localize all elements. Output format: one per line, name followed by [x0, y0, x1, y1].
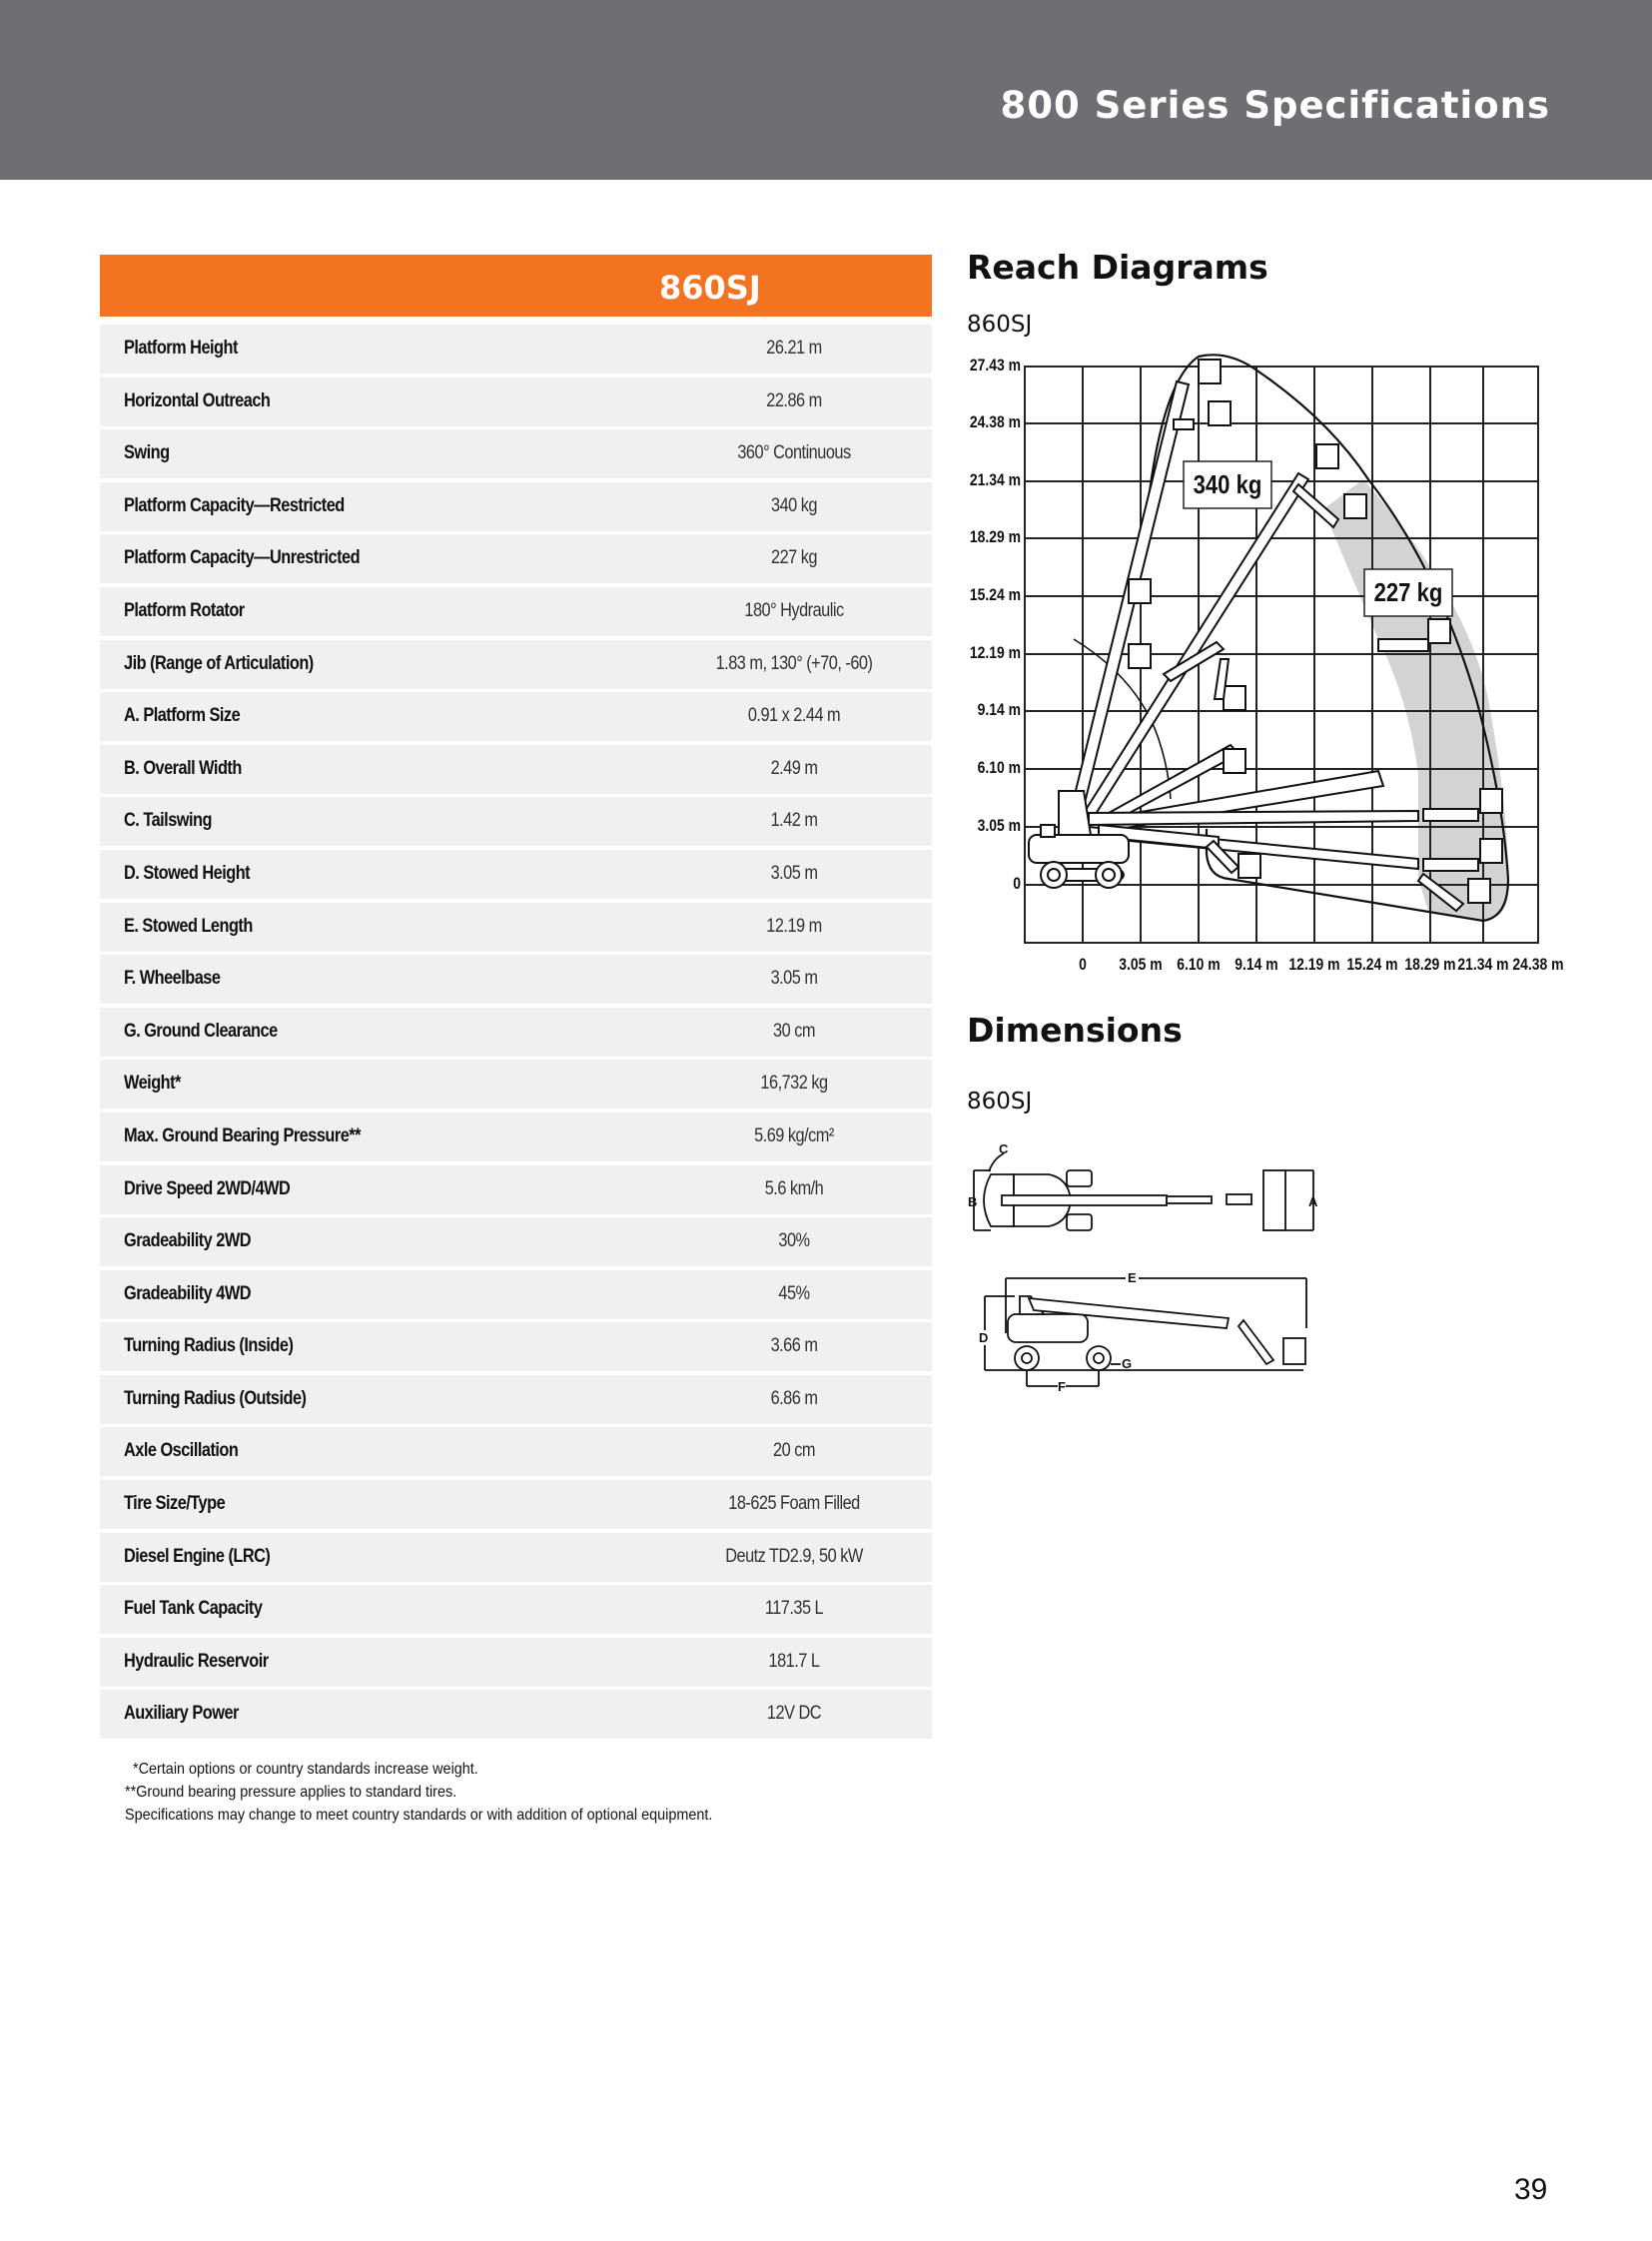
footnote: *Certain options or country standards increase weight. — [125, 1761, 478, 1778]
spec-value: Deutz TD2.9, 50 kW — [725, 1545, 863, 1567]
spec-value: 1.83 m, 130° (+70, -60) — [715, 652, 873, 674]
spec-label: Turning Radius (Inside) — [124, 1335, 294, 1357]
spec-label: Turning Radius (Outside) — [124, 1387, 307, 1409]
x-axis-tick-label: 15.24 m — [1346, 955, 1398, 974]
spec-label: Hydraulic Reservoir — [124, 1650, 269, 1672]
y-axis-tick-label: 21.34 m — [969, 470, 1021, 489]
restricted-capacity-label: 340 kg — [1193, 469, 1262, 499]
spec-value: 26.21 m — [766, 338, 822, 359]
dim-letter-g: G — [1122, 1356, 1133, 1371]
x-axis-tick-label: 21.34 m — [1457, 955, 1509, 974]
dim-letter-f: F — [1058, 1379, 1066, 1394]
y-axis-tick-label: 12.19 m — [969, 643, 1021, 662]
spec-label: D. Stowed Height — [124, 862, 251, 884]
side-view — [985, 1278, 1306, 1386]
spec-value: 180° Hydraulic — [744, 599, 844, 621]
spec-value: 3.05 m — [770, 862, 818, 884]
spec-value: 0.91 x 2.44 m — [747, 705, 841, 727]
spec-value: 16,732 kg — [760, 1073, 828, 1095]
footnote: **Ground bearing pressure applies to standard tires. — [125, 1784, 457, 1801]
spec-label: Swing — [124, 442, 170, 464]
spec-label: Tire Size/Type — [124, 1493, 226, 1515]
spec-row — [100, 1638, 932, 1687]
spec-value: 30% — [778, 1230, 810, 1252]
page-title: 800 Series Specifications — [1000, 84, 1550, 127]
spec-label: Max. Ground Bearing Pressure** — [124, 1124, 361, 1146]
spec-label: F. Wheelbase — [124, 968, 221, 990]
top-view — [974, 1153, 1313, 1230]
spec-value: 1.42 m — [770, 810, 818, 832]
spec-label: Platform Rotator — [124, 599, 245, 621]
x-axis-tick-label: 0 — [1079, 955, 1087, 974]
spec-value: 5.6 km/h — [764, 1177, 824, 1199]
spec-label: G. Ground Clearance — [124, 1020, 278, 1042]
spec-label: C. Tailswing — [124, 810, 212, 832]
y-axis-tick-label: 24.38 m — [969, 412, 1021, 431]
dim-letter-e: E — [1128, 1270, 1137, 1285]
y-axis-tick-label: 0 — [1013, 874, 1021, 893]
spec-value: 12V DC — [766, 1703, 822, 1725]
spec-value: 45% — [778, 1282, 810, 1304]
spec-value: 360° Continuous — [737, 442, 851, 464]
x-axis-tick-label: 3.05 m — [1119, 955, 1163, 974]
spec-value: 30 cm — [773, 1020, 815, 1042]
spec-row — [100, 1480, 932, 1529]
spec-label: Jib (Range of Articulation) — [124, 652, 314, 674]
y-axis-tick-label: 18.29 m — [969, 527, 1021, 546]
spec-row — [100, 1533, 932, 1582]
spec-label: Gradeability 2WD — [124, 1230, 252, 1252]
spec-value: 227 kg — [771, 547, 817, 569]
dimensions-heading: Dimensions — [967, 1011, 1183, 1050]
spec-label: Diesel Engine (LRC) — [124, 1545, 271, 1567]
dim-letter-d: D — [979, 1330, 989, 1345]
spec-label: Drive Speed 2WD/4WD — [124, 1177, 291, 1199]
footnote: Specifications may change to meet country standards or with addition of optional equipment. — [125, 1807, 713, 1824]
spec-value: 181.7 L — [768, 1650, 820, 1672]
spec-value: 12.19 m — [766, 915, 822, 937]
spec-value: 117.35 L — [764, 1598, 824, 1620]
x-axis-tick-label: 24.38 m — [1512, 955, 1564, 974]
spec-label: Auxiliary Power — [124, 1703, 239, 1725]
x-axis-tick-label: 9.14 m — [1235, 955, 1278, 974]
y-axis-tick-label: 6.10 m — [977, 758, 1021, 777]
y-axis-tick-label: 9.14 m — [977, 700, 1021, 719]
spec-value: 6.86 m — [770, 1387, 818, 1409]
spec-label: Platform Capacity—Restricted — [124, 494, 345, 516]
spec-row — [100, 1690, 932, 1739]
model-column-header: 860SJ — [659, 269, 761, 307]
x-axis-tick-label: 18.29 m — [1404, 955, 1456, 974]
spec-label: B. Overall Width — [124, 757, 242, 779]
spec-label: E. Stowed Length — [124, 915, 253, 937]
y-axis-tick-label: 3.05 m — [977, 816, 1021, 835]
footnotes — [125, 1758, 712, 1827]
reach-diagrams-heading: Reach Diagrams — [967, 248, 1268, 287]
spec-label: Fuel Tank Capacity — [124, 1598, 263, 1620]
spec-value: 5.69 kg/cm² — [754, 1124, 834, 1146]
spec-value: 22.86 m — [766, 389, 822, 411]
y-axis-tick-label: 27.43 m — [969, 356, 1021, 374]
spec-value: 20 cm — [773, 1440, 815, 1462]
dim-letter-b: B — [968, 1194, 978, 1209]
dim-letter-a: A — [1308, 1194, 1318, 1209]
spec-label: Platform Height — [124, 338, 238, 359]
spec-label: A. Platform Size — [124, 705, 241, 727]
spec-value: 3.66 m — [770, 1335, 818, 1357]
x-axis-tick-label: 6.10 m — [1177, 955, 1221, 974]
spec-label: Axle Oscillation — [124, 1440, 239, 1462]
spec-value: 2.49 m — [770, 757, 818, 779]
spec-label: Horizontal Outreach — [124, 389, 271, 411]
x-axis-tick-label: 12.19 m — [1288, 955, 1340, 974]
page-number: 39 — [1514, 2173, 1548, 2206]
dimensions-model-label: 860SJ — [967, 1089, 1033, 1115]
reach-model-label: 860SJ — [967, 312, 1033, 338]
spec-value: 340 kg — [771, 494, 817, 516]
spec-label: Platform Capacity—Unrestricted — [124, 547, 361, 569]
spec-row — [100, 1585, 932, 1634]
unrestricted-capacity-label: 227 kg — [1373, 577, 1443, 607]
spec-row — [100, 1427, 932, 1476]
dim-letter-c: C — [999, 1141, 1009, 1156]
spec-value: 18-625 Foam Filled — [728, 1493, 860, 1515]
spec-label: Weight* — [124, 1073, 181, 1095]
spec-label: Gradeability 4WD — [124, 1282, 252, 1304]
spec-value: 3.05 m — [770, 968, 818, 990]
y-axis-tick-label: 15.24 m — [969, 585, 1021, 604]
